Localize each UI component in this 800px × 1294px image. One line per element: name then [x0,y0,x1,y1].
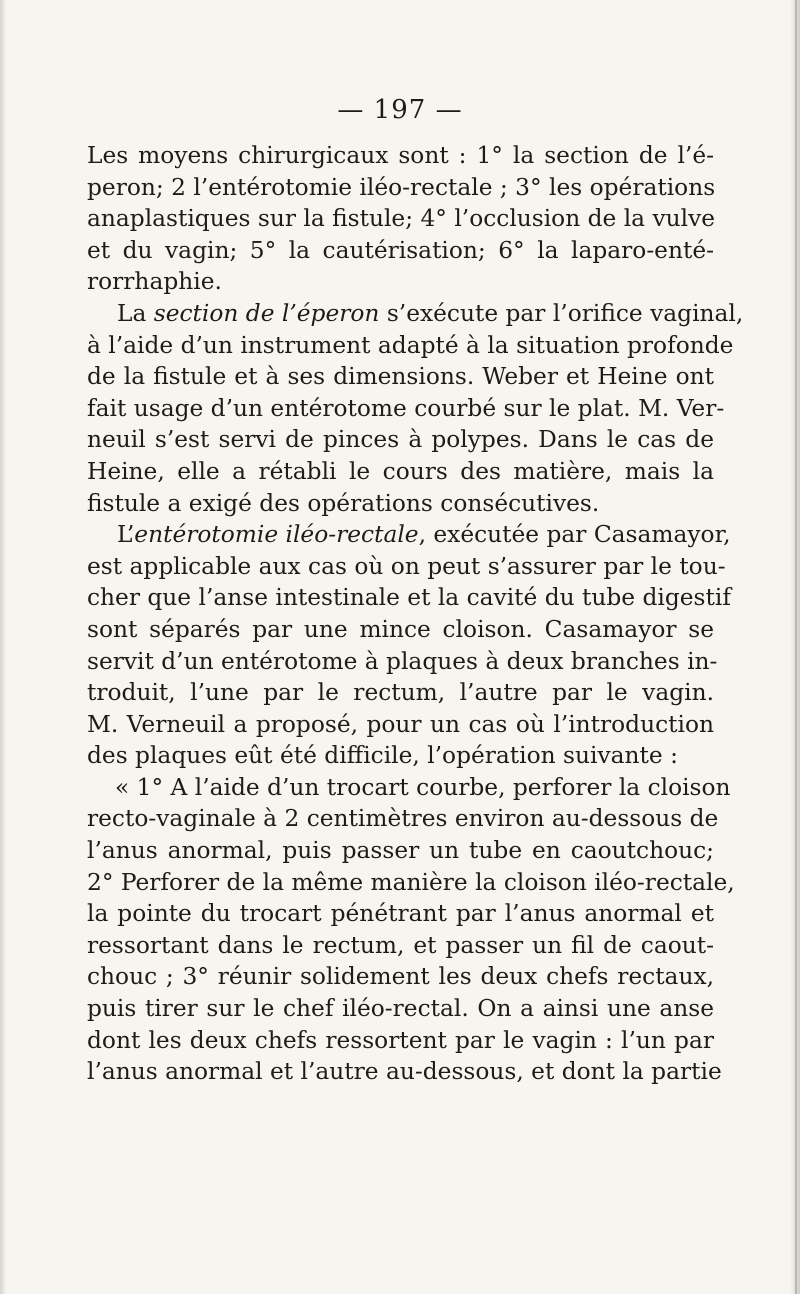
text-line: Heine, elle a rétabli le cours des matière, mais la [87,457,714,485]
text-line: M. Verneuil a proposé, pour un cas où l’introduction [87,710,714,738]
scan-edge-line [795,0,797,1294]
text-line: de la fistule et à ses dimensions. Weber et Heine ont [87,363,714,391]
text-line: cher que l’anse intestinale et la cavité du tube digestif [87,584,731,612]
text-line: chouc ; 3° réunir solidement les deux chefs rectaux, [87,963,714,991]
text-line: la pointe du trocart pénétrant par l’anus anormal et [87,900,714,928]
text-line: dont les deux chefs ressortent par le vagin : l’un par [87,1026,714,1054]
text-line: l’anus anormal et l’autre au-dessous, et dont la partie [87,1058,722,1086]
text-line: fait usage d’un entérotome courbé sur le plat. M. Ver- [87,394,725,422]
italic-term: entérotomie iléo-rectale [134,521,419,549]
text-line-enterotomie: L’entérotomie iléo-rectale, exécutée par Casamayor, [117,521,731,549]
text-line: et du vagin; 5° la cautérisation; 6° la laparo-enté- [87,236,714,264]
text-line: servit d’un entérotome à plaques à deux branches in- [87,647,718,675]
text-line: est applicable aux cas où on peut s’assurer par le tou- [87,552,726,580]
text-line: des plaques eût été difficile, l’opération suivante : [87,742,678,770]
text-line: recto-vaginale à 2 centimètres environ au-dessous de [87,805,719,833]
text-line: 2° Perforer de la même manière la cloison iléo-rectale, [87,868,735,896]
italic-term: section de l’éperon [153,299,380,327]
page-number: — 197 — [337,95,463,125]
text-line: puis tirer sur le chef iléo-rectal. On a ainsi une anse [87,995,714,1023]
text-line: anaplastiques sur la fistule; 4° l’occlusion de la vulve [87,205,716,233]
text-line: fistule a exigé des opérations consécutives. [87,489,600,517]
text-line: rorrhaphie. [87,268,222,296]
text-line: Les moyens chirurgicaux sont : 1° la section de l’é- [87,142,714,169]
scan-edge-left [0,0,6,1294]
text-line: l’anus anormal, puis passer un tube en caoutchouc; [87,837,714,865]
text-line: ressortant dans le rectum, et passer un fil de caout- [87,931,714,959]
body-text [87,140,744,1088]
text-line-quote-start: « 1° A l’aide d’un trocart courbe, perforer la cloison [115,773,731,801]
text-line: neuil s’est servi de pinces à polypes. Dans le cas de [87,426,714,454]
text-line: sont séparés par une mince cloison. Casamayor se [87,615,714,643]
text-line-section-eperon: La section de l’éperon s’exécute par l’orifice vaginal, [117,299,744,327]
text-line: à l’aide d’un instrument adapté à la situation profonde [87,331,734,359]
text-line: troduit, l’une par le rectum, l’autre par le vagin. [87,679,714,707]
text-line: peron; 2 l’entérotomie iléo-rectale ; 3° les opérations [87,173,716,201]
